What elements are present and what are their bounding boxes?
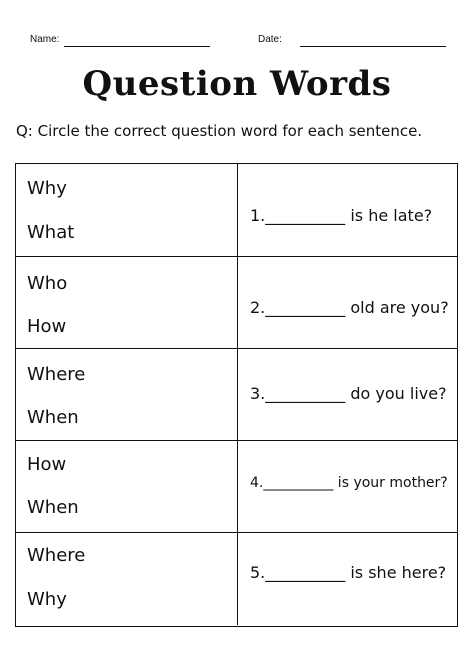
question-row-2 [16, 257, 457, 349]
instruction-text: Q: Circle the correct question word for each sentence. [16, 122, 423, 140]
date-field[interactable] [258, 34, 282, 45]
column-divider [237, 257, 238, 348]
option-how[interactable]: How [27, 316, 67, 337]
question-table [15, 163, 458, 627]
option-where[interactable]: Where [27, 364, 86, 385]
option-when[interactable]: When [27, 497, 79, 518]
name-field[interactable] [30, 34, 59, 45]
question-row-1 [16, 164, 457, 257]
question-row-4 [16, 441, 457, 533]
option-where[interactable]: Where [27, 545, 86, 566]
page-title: Question Words [82, 64, 392, 104]
option-how[interactable]: How [27, 454, 67, 475]
date-line[interactable] [300, 46, 446, 47]
column-divider [237, 533, 238, 625]
date-label: Date: [258, 34, 282, 45]
sentence-1: 1.__________ is he late? [250, 206, 433, 225]
option-who[interactable]: Who [27, 273, 68, 294]
question-row-3 [16, 349, 457, 441]
sentence-3: 3.__________ do you live? [250, 384, 447, 403]
option-what[interactable]: What [27, 222, 75, 243]
column-divider [237, 164, 238, 256]
option-why[interactable]: Why [27, 589, 67, 610]
option-when[interactable]: When [27, 407, 79, 428]
name-label: Name: [30, 34, 60, 45]
sentence-2: 2.__________ old are you? [250, 298, 449, 317]
sentence-4: 4.__________ is your mother? [250, 475, 448, 491]
name-line[interactable] [64, 46, 210, 47]
question-row-5 [16, 533, 457, 625]
option-why[interactable]: Why [27, 178, 67, 199]
column-divider [237, 349, 238, 440]
sentence-5: 5.__________ is she here? [250, 563, 447, 582]
column-divider [237, 441, 238, 532]
